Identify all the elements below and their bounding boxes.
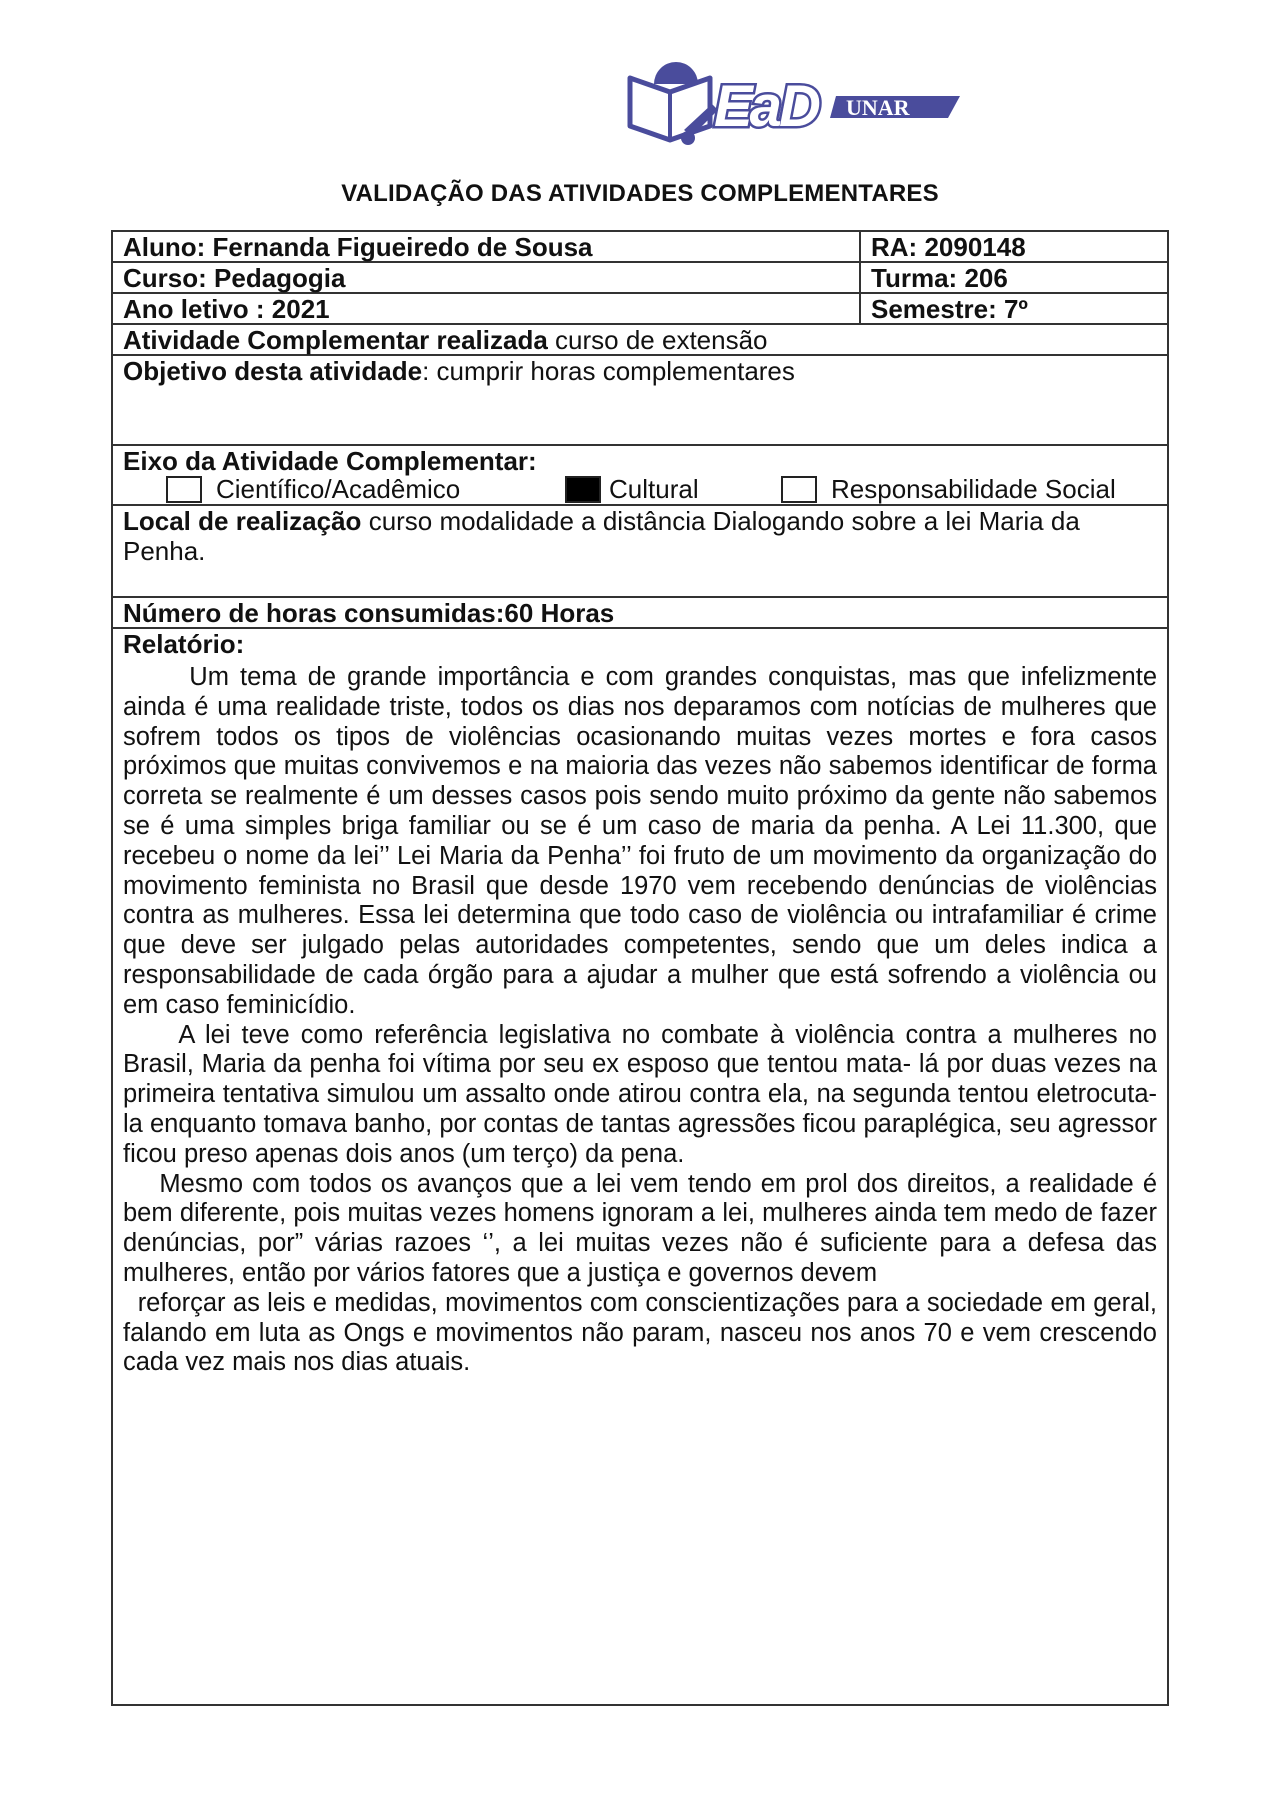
local-value: curso modalidade a distância Dialogando sobre a lei Maria da Penha. <box>123 506 1080 566</box>
relatorio-paragraph-1: Um tema de grande importância e com grandes conquistas, mas que infelizmente ainda é uma realidade triste, todos os dias nos deparamos com notícias de mulheres que sofrem todos os tipos de violências ocasionando muitas vezes mortes e fora casos próximos que muitas convivemos e na maioria das vezes não sabemos identificar de forma correta se realmente é um desses casos pois sendo muito próximo da gente não sabemos se é uma simples briga familiar ou se é um caso de maria da penha. A Lei 11.300, que recebeu o nome da lei’’ Lei Maria da Penha’’ foi fruto de um movimento da organização do movimento feminista no Brasil que desde 1970 vem recebendo denúncias de violências contra as mulheres. Essa lei determina que todo caso de violência ou intrafamiliar é crime que deve ser julgado pelas autoridades competentes, sendo que um deles indica a responsabilidade de cada órgão para a ajudar a mulher que está sofrendo a violência ou em caso feminicídio. <box>123 663 1165 1019</box>
objetivo-value: : cumprir horas complementares <box>422 356 795 386</box>
row-local <box>113 506 1167 598</box>
row-curso <box>113 263 1167 294</box>
checkbox-cientifico[interactable] <box>166 476 202 503</box>
relatorio-paragraph-4: reforçar as leis e medidas, movimentos com conscientizações para a sociedade em geral, falando em luta as Ongs e movimentos não param, nasceu nos anos 70 e vem crescendo cada vez mais nos dias atuais. <box>123 1288 1165 1377</box>
cell-semestre <box>861 294 1167 323</box>
atividade-value: curso de extensão <box>555 325 768 355</box>
logo-graphic <box>626 56 962 152</box>
curso-label: Curso: <box>123 263 207 293</box>
horas-value: 60 Horas <box>504 598 615 628</box>
checkbox-cultural[interactable] <box>565 476 601 503</box>
row-aluno <box>113 232 1167 263</box>
atividade-label: Atividade Complementar realizada <box>123 325 548 355</box>
cell-turma <box>861 263 1167 292</box>
objetivo-label: Objetivo desta atividade <box>123 356 423 386</box>
aluno-value: Fernanda Figueiredo de Sousa <box>212 232 593 262</box>
cell-aluno <box>113 232 861 261</box>
cell-ra <box>861 232 1167 261</box>
option-cientifico-label: Científico/Acadêmico <box>216 474 461 504</box>
relatorio-label: Relatório: <box>123 629 245 659</box>
turma-value: 206 <box>964 263 1008 293</box>
relatorio-paragraph-3: Mesmo com todos os avanços que a lei vem tendo em prol dos direitos, a realidade é bem diferente, pois muitas vezes homens ignoram a lei, mulheres ainda tem medo de fazer denúncias, por” várias razoes ‘’, a lei muitas vezes não é suficiente para a defesa das mulheres, então por vários fatores que a justiça e governos devem <box>123 1169 1165 1287</box>
ra-label: RA: <box>871 232 918 262</box>
aluno-label: Aluno: <box>123 232 206 262</box>
checkbox-responsabilidade-social[interactable] <box>781 476 817 503</box>
validation-form <box>111 230 1169 1706</box>
relatorio-text <box>123 663 1165 1378</box>
svg-text:UNAR: UNAR <box>846 95 910 120</box>
row-atividade <box>113 325 1167 356</box>
option-cientifico[interactable] <box>166 474 460 504</box>
relatorio-paragraph-2: A lei teve como referência legislativa no combate à violência contra a mulheres no Brasil, Maria da penha foi vítima por seu ex esposo que tentou mata- lá por duas vezes na primeira tentativa simulou um assalto onde atirou contra ela, na segunda tentou eletrocuta-la enquanto tomava banho, por contas de tantas agressões ficou paraplégica, seu agressor ficou preso apenas dois anos (um terço) da pena. <box>123 1020 1165 1168</box>
row-relatorio <box>113 629 1167 1734</box>
turma-label: Turma: <box>871 263 958 293</box>
local-label: Local de realização <box>123 506 362 536</box>
row-horas <box>113 598 1167 629</box>
option-responsabilidade-social-label: Responsabilidade Social <box>831 474 1116 504</box>
svg-text:EaD: EaD <box>714 74 818 139</box>
option-cultural-label: Cultural <box>609 474 699 504</box>
row-objetivo <box>113 356 1167 446</box>
semestre-value: 7º <box>1003 294 1028 324</box>
ano-value: 2021 <box>271 294 330 324</box>
ead-unar-logo <box>626 56 962 152</box>
option-responsabilidade-social[interactable] <box>781 474 1116 504</box>
ra-value: 2090148 <box>924 232 1026 262</box>
eixo-options <box>113 474 1167 504</box>
row-ano <box>113 294 1167 325</box>
curso-value: Pedagogia <box>214 263 346 293</box>
document-title: VALIDAÇÃO DAS ATIVIDADES COMPLEMENTARES <box>341 180 939 207</box>
horas-label: Número de horas consumidas: <box>123 598 505 628</box>
semestre-label: Semestre: <box>871 294 997 324</box>
row-eixo <box>113 446 1167 506</box>
cell-curso <box>113 263 861 292</box>
ano-label: Ano letivo : <box>123 294 265 324</box>
cell-ano <box>113 294 861 323</box>
eixo-label: Eixo da Atividade Complementar: <box>123 446 537 476</box>
option-cultural[interactable] <box>565 474 699 504</box>
